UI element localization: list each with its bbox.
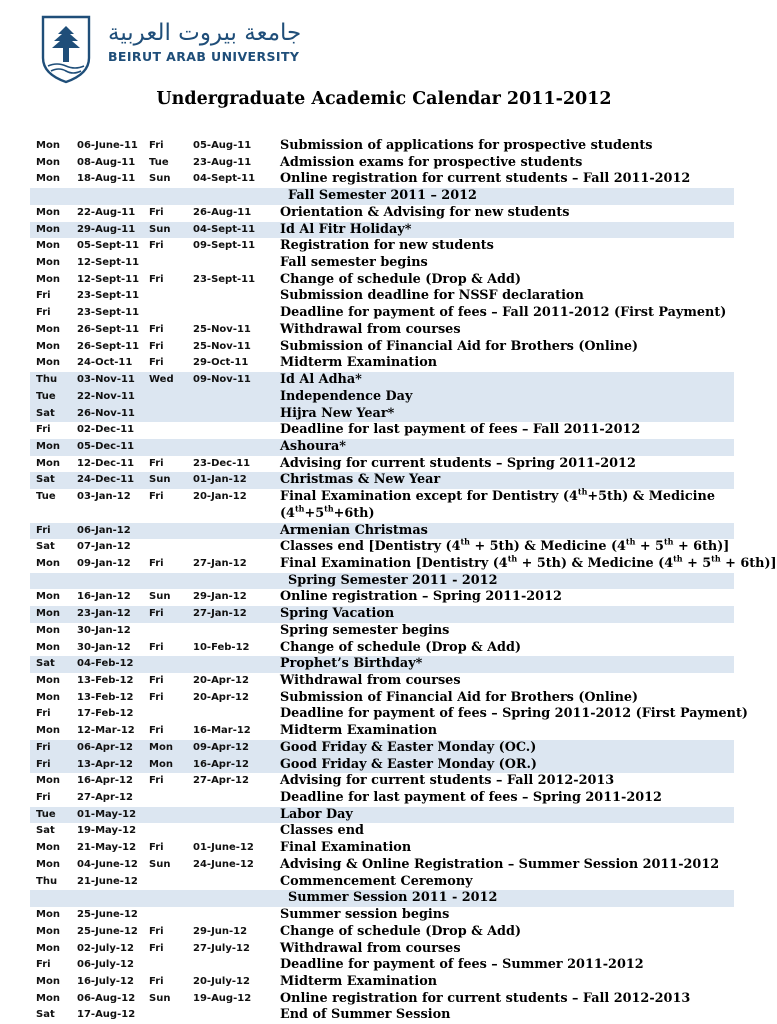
start-date: 06-Aug-12	[77, 992, 136, 1004]
calendar-row	[30, 623, 734, 640]
start-day: Thu	[36, 875, 58, 887]
start-day: Mon	[36, 340, 60, 352]
end-date: 20-July-12	[193, 975, 250, 987]
end-date: 24-June-12	[193, 858, 254, 870]
calendar-row	[30, 222, 734, 239]
end-day: Fri	[149, 357, 164, 369]
calendar-row	[30, 456, 734, 473]
end-date: 20-Jan-12	[193, 491, 247, 503]
end-date: 27-Jan-12	[193, 557, 247, 569]
calendar-row	[30, 589, 734, 606]
event-description: End of Summer Session	[280, 1007, 451, 1023]
start-date: 05-Dec-11	[77, 440, 135, 452]
end-date: 09-Apr-12	[193, 741, 249, 753]
end-date: 26-Aug-11	[193, 206, 252, 218]
section-header-row	[30, 573, 734, 590]
calendar-row	[30, 757, 734, 774]
event-description: Deadline for payment of fees – Spring 2011-2012 (First Payment)	[280, 706, 748, 722]
calendar-row	[30, 171, 734, 188]
calendar-row	[30, 305, 734, 322]
start-date: 16-Jan-12	[77, 591, 131, 603]
calendar-row	[30, 422, 734, 439]
calendar-row	[30, 539, 734, 556]
start-date: 21-June-12	[77, 875, 138, 887]
event-description: Labor Day	[280, 806, 353, 822]
calendar-row	[30, 272, 734, 289]
event-description: Admission exams for prospective students	[280, 154, 583, 170]
calendar-row	[30, 941, 734, 958]
start-date: 02-Dec-11	[77, 424, 135, 436]
calendar-row	[30, 723, 734, 740]
event-description: Change of schedule (Drop & Add)	[280, 271, 521, 287]
start-day: Fri	[36, 290, 51, 302]
start-day: Tue	[36, 808, 56, 820]
calendar-row	[30, 974, 734, 991]
start-day: Mon	[36, 842, 60, 854]
calendar-row	[30, 673, 734, 690]
start-day: Fri	[36, 708, 51, 720]
start-date: 19-May-12	[77, 825, 137, 837]
start-date: 30-Jan-12	[77, 624, 131, 636]
start-date: 13-Feb-12	[77, 691, 134, 703]
start-day: Thu	[36, 374, 58, 386]
end-day: Fri	[149, 942, 164, 954]
event-description: Good Friday & Easter Monday (OC.)	[280, 739, 537, 755]
start-day: Sat	[36, 825, 55, 837]
start-day: Sat	[36, 1009, 55, 1021]
start-day: Mon	[36, 440, 60, 452]
end-day: Mon	[149, 741, 173, 753]
event-description: Classes end	[280, 823, 364, 839]
calendar-row	[30, 238, 734, 255]
calendar-row	[30, 656, 734, 673]
start-day: Tue	[36, 390, 56, 402]
calendar-row	[30, 740, 734, 757]
calendar-row	[30, 372, 734, 389]
event-description: Registration for new students	[280, 238, 494, 254]
start-date: 17-Feb-12	[77, 708, 134, 720]
end-date: 19-Aug-12	[193, 992, 252, 1004]
event-description: Change of schedule (Drop & Add)	[280, 639, 521, 655]
start-date: 07-Jan-12	[77, 541, 131, 553]
calendar-row	[30, 840, 734, 857]
start-date: 12-Sept-11	[77, 273, 140, 285]
start-day: Mon	[36, 624, 60, 636]
end-date: 29-Oct-11	[193, 357, 249, 369]
event-description: Submission deadline for NSSF declaration	[280, 288, 584, 304]
end-date: 20-Apr-12	[193, 691, 249, 703]
event-description: Withdrawal from courses	[280, 321, 461, 337]
start-date: 06-July-12	[77, 959, 134, 971]
start-day: Mon	[36, 140, 60, 151]
end-day: Tue	[149, 156, 169, 168]
start-date: 26-Sept-11	[77, 323, 140, 335]
start-date: 23-Sept-11	[77, 307, 140, 319]
start-day: Mon	[36, 641, 60, 653]
start-date: 13-Feb-12	[77, 675, 134, 687]
event-description: Classes end [Dentistry (4th + 5th) & Medicine (4th + 5th + 6th)]	[280, 537, 730, 555]
start-date: 23-Sept-11	[77, 290, 140, 302]
calendar-row	[30, 155, 734, 172]
start-day: Mon	[36, 173, 60, 185]
event-description: Advising for current students – Spring 2011-2012	[280, 455, 636, 471]
start-date: 05-Sept-11	[77, 240, 140, 252]
end-day: Fri	[149, 491, 164, 503]
calendar-row	[30, 706, 748, 723]
start-date: 02-July-12	[77, 942, 134, 954]
start-day: Mon	[36, 725, 60, 737]
end-day: Fri	[149, 925, 164, 937]
start-day: Mon	[36, 240, 60, 252]
start-day: Mon	[36, 557, 60, 569]
calendar-row	[30, 807, 734, 824]
calendar-row	[30, 823, 734, 840]
event-description: Change of schedule (Drop & Add)	[280, 923, 521, 939]
calendar-row	[30, 255, 734, 272]
calendar-row	[30, 288, 734, 305]
calendar-row	[30, 553, 777, 573]
event-description: Online registration for current students – Fall 2011-2012	[280, 171, 691, 187]
event-description: Summer session begins	[280, 907, 450, 923]
start-date: 30-Jan-12	[77, 641, 131, 653]
event-description: Submission of applications for prospective students	[280, 138, 653, 153]
event-description: Armenian Christmas	[280, 522, 428, 538]
end-day: Fri	[149, 206, 164, 218]
page-title: Undergraduate Academic Calendar 2011-2012	[156, 89, 612, 109]
end-day: Sun	[149, 173, 171, 185]
event-description: Prophet’s Birthday*	[280, 656, 423, 672]
start-day: Mon	[36, 357, 60, 369]
start-day: Mon	[36, 323, 60, 335]
end-date: 04-Sept-11	[193, 223, 256, 235]
calendar-table	[30, 138, 777, 1024]
calendar-row	[30, 138, 734, 155]
start-day: Mon	[36, 273, 60, 285]
end-day: Fri	[149, 775, 164, 787]
end-date: 23-Dec-11	[193, 457, 251, 469]
start-date: 25-June-12	[77, 909, 138, 921]
section-title: Fall Semester 2011 – 2012	[288, 188, 477, 204]
event-description: Deadline for last payment of fees – Spring 2011-2012	[280, 790, 662, 806]
start-date: 04-Feb-12	[77, 658, 134, 670]
event-description: Spring semester begins	[280, 622, 450, 638]
end-day: Fri	[149, 725, 164, 737]
start-day: Fri	[36, 959, 51, 971]
start-date: 12-Dec-11	[77, 457, 135, 469]
end-date: 01-Jan-12	[193, 474, 247, 486]
section-header-row	[30, 188, 734, 205]
calendar-row	[30, 640, 734, 657]
event-description: Advising for current students – Fall 2012-2013	[280, 773, 615, 789]
start-day: Mon	[36, 925, 60, 937]
end-day: Sun	[149, 223, 171, 235]
calendar-row	[30, 355, 734, 372]
start-day: Fri	[36, 758, 51, 770]
event-description: Online registration – Spring 2011-2012	[280, 589, 562, 605]
start-date: 16-Apr-12	[77, 775, 133, 787]
start-day: Mon	[36, 257, 60, 269]
calendar-row	[30, 389, 734, 406]
calendar-row	[30, 857, 734, 874]
start-day: Sat	[36, 474, 55, 486]
calendar-row	[30, 339, 734, 356]
event-description: Orientation & Advising for new students	[280, 204, 570, 220]
end-date: 27-Jan-12	[193, 608, 247, 620]
end-date: 25-Nov-11	[193, 340, 251, 352]
calendar-row	[30, 991, 734, 1008]
start-day: Mon	[36, 775, 60, 787]
event-description: Hijra New Year*	[280, 405, 395, 421]
event-description: Final Examination	[280, 840, 412, 856]
start-day: Mon	[36, 223, 60, 235]
end-date: 16-Apr-12	[193, 758, 249, 770]
start-date: 06-Jan-12	[77, 524, 131, 536]
end-day: Fri	[149, 273, 164, 285]
end-date: 09-Sept-11	[193, 240, 256, 252]
start-day: Mon	[36, 992, 60, 1004]
university-crest-logo	[40, 14, 92, 84]
end-date: 23-Sept-11	[193, 273, 256, 285]
start-day: Mon	[36, 909, 60, 921]
start-day: Fri	[36, 524, 51, 536]
end-day: Fri	[149, 457, 164, 469]
calendar-row	[30, 606, 734, 623]
calendar-row	[30, 322, 734, 339]
event-description: Withdrawal from courses	[280, 940, 461, 956]
start-day: Mon	[36, 691, 60, 703]
end-day: Sun	[149, 858, 171, 870]
end-day: Sun	[149, 992, 171, 1004]
calendar-row	[30, 439, 734, 456]
end-day: Fri	[149, 323, 164, 335]
start-day: Sat	[36, 658, 55, 670]
start-day: Mon	[36, 675, 60, 687]
event-description: Midterm Examination	[280, 723, 438, 739]
start-date: 08-Aug-11	[77, 156, 136, 168]
start-day: Fri	[36, 424, 51, 436]
event-description: Submission of Financial Aid for Brothers (Online)	[280, 338, 639, 354]
start-day: Mon	[36, 608, 60, 620]
event-description: Deadline for payment of fees – Fall 2011-2012 (First Payment)	[280, 305, 727, 321]
end-date: 29-Jun-12	[193, 925, 248, 937]
event-description: Deadline for last payment of fees – Fall 2011-2012	[280, 422, 641, 438]
event-description: Midterm Examination	[280, 355, 438, 371]
end-date: 05-Aug-11	[193, 140, 252, 151]
end-date: 23-Aug-11	[193, 156, 252, 168]
event-description: Commencement Ceremony	[280, 873, 473, 889]
start-date: 21-May-12	[77, 842, 137, 854]
end-date: 09-Nov-11	[193, 374, 251, 386]
section-title: Summer Session 2011 - 2012	[288, 890, 498, 906]
end-day: Fri	[149, 675, 164, 687]
end-day: Fri	[149, 140, 164, 151]
start-date: 06-Apr-12	[77, 741, 133, 753]
event-description: Deadline for payment of fees – Summer 2011-2012	[280, 957, 644, 973]
calendar-row	[30, 486, 734, 522]
start-date: 03-Nov-11	[77, 374, 135, 386]
start-date: 29-Aug-11	[77, 223, 136, 235]
end-day: Fri	[149, 975, 164, 987]
end-day: Fri	[149, 608, 164, 620]
start-date: 01-May-12	[77, 808, 137, 820]
end-day: Fri	[149, 691, 164, 703]
start-date: 03-Jan-12	[77, 491, 131, 503]
start-date: 09-Jan-12	[77, 557, 131, 569]
calendar-row	[30, 472, 734, 489]
event-description: Final Examination [Dentistry (4th + 5th) & Medicine (4th + 5th + 6th)]	[280, 553, 777, 571]
end-day: Wed	[149, 374, 174, 386]
end-day: Fri	[149, 240, 164, 252]
start-date: 23-Jan-12	[77, 608, 131, 620]
university-name-arabic: جامعة بيروت العربية	[108, 20, 302, 46]
event-description: Id Al Fitr Holiday*	[280, 221, 412, 237]
calendar-row	[30, 205, 734, 222]
start-date: 25-June-12	[77, 925, 138, 937]
start-date: 12-Sept-11	[77, 257, 140, 269]
event-description: Ashoura*	[280, 438, 347, 454]
end-day: Mon	[149, 758, 173, 770]
start-day: Mon	[36, 457, 60, 469]
calendar-row	[30, 790, 734, 807]
end-day: Sun	[149, 591, 171, 603]
start-day: Fri	[36, 741, 51, 753]
start-date: 16-July-12	[77, 975, 134, 987]
start-date: 27-Apr-12	[77, 792, 133, 804]
section-header-row	[30, 890, 734, 907]
end-date: 04-Sept-11	[193, 173, 256, 185]
section-title: Spring Semester 2011 - 2012	[288, 572, 498, 588]
start-day: Fri	[36, 792, 51, 804]
calendar-row	[30, 957, 734, 974]
start-day: Mon	[36, 975, 60, 987]
start-day: Mon	[36, 206, 60, 218]
start-date: 26-Sept-11	[77, 340, 140, 352]
start-date: 22-Aug-11	[77, 206, 136, 218]
start-date: 17-Aug-12	[77, 1009, 136, 1021]
start-day: Sat	[36, 541, 55, 553]
calendar-row	[30, 406, 734, 423]
end-date: 29-Jan-12	[193, 591, 247, 603]
start-day: Mon	[36, 942, 60, 954]
event-description: Christmas & New Year	[280, 472, 441, 488]
start-date: 18-Aug-11	[77, 173, 136, 185]
end-day: Fri	[149, 557, 164, 569]
calendar-row	[30, 1007, 734, 1024]
start-date: 24-Dec-11	[77, 474, 135, 486]
event-description: Id Al Adha*	[280, 372, 362, 388]
event-description: Withdrawal from courses	[280, 673, 461, 689]
start-date: 04-June-12	[77, 858, 138, 870]
calendar-row	[30, 690, 734, 707]
start-day: Mon	[36, 858, 60, 870]
end-date: 16-Mar-12	[193, 725, 251, 737]
start-day: Mon	[36, 591, 60, 603]
end-date: 27-July-12	[193, 942, 250, 954]
event-description: Online registration for current students – Fall 2012-2013	[280, 990, 691, 1006]
university-name-english: BEIRUT ARAB UNIVERSITY	[108, 49, 300, 64]
end-date: 10-Feb-12	[193, 641, 250, 653]
event-description: Advising & Online Registration – Summer Session 2011-2012	[280, 856, 720, 872]
end-date: 20-Apr-12	[193, 675, 249, 687]
start-day: Mon	[36, 156, 60, 168]
event-description: Fall semester begins	[280, 255, 428, 271]
start-date: 12-Mar-12	[77, 725, 135, 737]
calendar-row	[30, 874, 734, 891]
end-day: Fri	[149, 340, 164, 352]
start-date: 24-Oct-11	[77, 357, 133, 369]
start-date: 22-Nov-11	[77, 390, 135, 402]
event-description: Good Friday & Easter Monday (OR.)	[280, 756, 537, 772]
start-day: Tue	[36, 491, 56, 503]
event-description: Submission of Financial Aid for Brothers (Online)	[280, 689, 639, 705]
end-day: Fri	[149, 842, 164, 854]
calendar-row	[30, 773, 734, 790]
calendar-row	[30, 924, 734, 941]
event-description: Final Examination except for Dentistry (4th+5th) & Medicine (4th+5th+6th)	[280, 486, 715, 521]
event-description: Midterm Examination	[280, 973, 438, 989]
end-date: 01-June-12	[193, 842, 254, 854]
start-day: Sat	[36, 407, 55, 419]
event-description: Independence Day	[280, 388, 413, 404]
calendar-row	[30, 907, 734, 924]
start-date: 13-Apr-12	[77, 758, 133, 770]
start-date: 06-June-11	[77, 140, 138, 151]
start-day: Fri	[36, 307, 51, 319]
end-date: 25-Nov-11	[193, 323, 251, 335]
end-day: Fri	[149, 641, 164, 653]
end-date: 27-Apr-12	[193, 775, 249, 787]
start-date: 26-Nov-11	[77, 407, 135, 419]
event-description: Spring Vacation	[280, 606, 395, 622]
end-day: Sun	[149, 474, 171, 486]
